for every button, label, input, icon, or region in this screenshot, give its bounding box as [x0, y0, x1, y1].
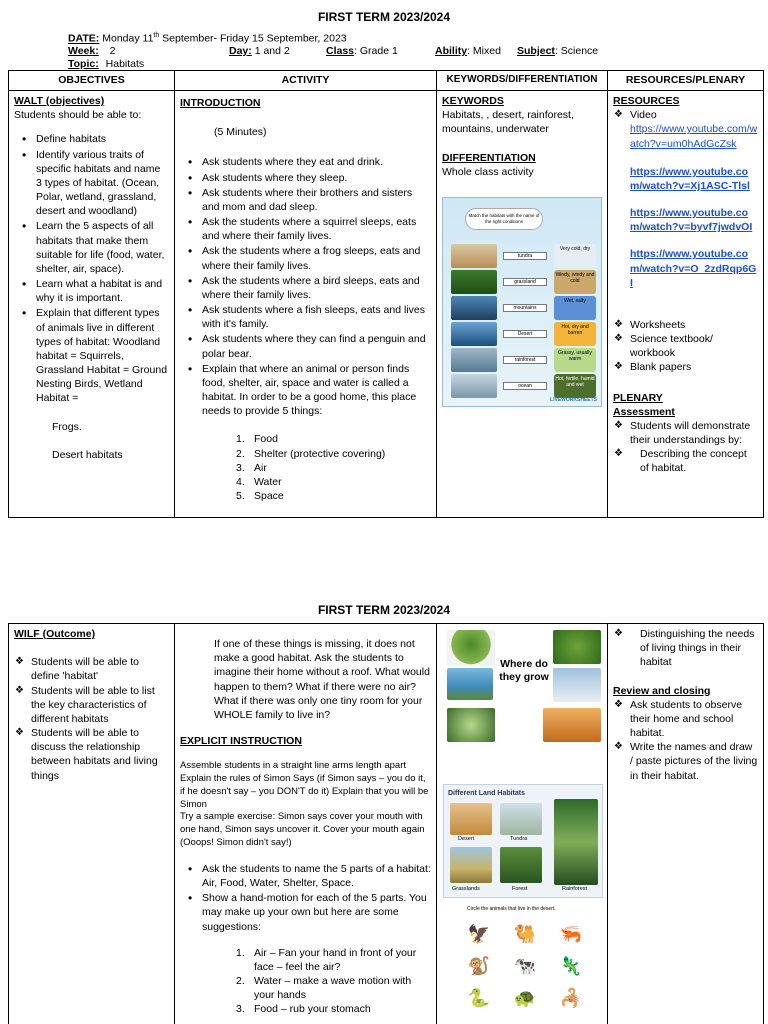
resources-heading: RESOURCES — [613, 95, 680, 107]
worksheet-label: ocean — [503, 382, 547, 390]
habitat-needs-list — [180, 432, 431, 503]
video-link-1[interactable]: https://www.youtube.com/watch?v=um0hAdGcZsk — [630, 123, 758, 150]
frogs-text: Frogs. — [52, 420, 82, 433]
scorpion-icon: 🦂 — [559, 987, 583, 1008]
worksheet-row — [451, 244, 597, 268]
list-text: Water — [254, 475, 282, 488]
desert-animals-image — [445, 915, 605, 1024]
video-link-4[interactable]: https://www.youtube.com/watch?v=O_2zdRqp6GI — [630, 248, 757, 289]
resources-video-list — [613, 108, 758, 151]
worksheet-row — [451, 296, 597, 320]
date-sup: th — [153, 32, 160, 39]
circle-animals-text: Circle the animals that live in the desert. — [467, 906, 556, 912]
list-number: 1. — [236, 433, 245, 446]
activity-list — [180, 862, 431, 934]
monkey-icon: 🐒 — [467, 955, 491, 976]
list-item: • Ask students where they sleep. — [180, 171, 431, 185]
vulture-icon: 🦅 — [467, 923, 491, 944]
desert-photo — [450, 803, 492, 835]
explicit-instruction-heading: EXPLICIT INSTRUCTION — [180, 735, 302, 748]
walt-heading: WALT (objectives) — [14, 95, 105, 107]
instruction-line: Explain the rules of Simon Says (if Simon says – you do it, if he doesn't say – you DON'T do it) Explain that you will be Simon — [180, 773, 429, 810]
list-text: Food — [254, 433, 278, 446]
worksheet-row — [451, 322, 597, 346]
grassland-photo — [451, 270, 497, 294]
activity-cell — [175, 91, 437, 518]
header-resources: RESOURCES/PLENARY — [608, 71, 764, 91]
activity-cell — [175, 624, 437, 1024]
differentiation-text: Whole class activity — [442, 165, 534, 178]
worksheet-label: Desert — [503, 330, 547, 338]
wilf-list — [14, 655, 169, 783]
date-value: Monday 11 — [102, 32, 154, 45]
class-label: Class — [326, 45, 355, 57]
tree-photo — [447, 630, 495, 666]
video-link-3[interactable]: https://www.youtube.com/watch?v=byvf7jwdvOI — [630, 207, 753, 234]
activity-paragraph: If one of these things is missing, it does not make a good habitat. Ask the students to imagine their home without a roof. What would happen to them? What if there were no air? What if there was only one tiny room for your WHOLE family to live in? — [214, 638, 430, 721]
list-item — [236, 461, 431, 475]
introduction-heading: INTRODUCTION — [180, 97, 261, 109]
list-number: 5. — [236, 490, 245, 503]
list-item — [236, 489, 431, 503]
mountains-photo — [451, 296, 497, 320]
resources-list — [613, 318, 758, 375]
header-keywords: KEYWORDS/DIFFERENTIATION — [437, 71, 608, 91]
video-link-2[interactable]: https://www.youtube.com/watch?v=Xj1ASC-Tlsl — [630, 165, 750, 192]
wilf-cell — [9, 624, 175, 1024]
list-text: Space — [254, 490, 284, 503]
date-label: DATE: — [68, 32, 100, 45]
list-item: • Explain that where an animal or person finds food, shelter, air, space and water is called a habitat. In order to be a good home, this place needs to provide 5 things: — [180, 362, 431, 419]
seahorse-icon: 🦐 — [559, 923, 583, 944]
list-item: • Ask the students where a squirrel sleeps, eats and where their family lives. — [180, 215, 431, 243]
chameleon-icon: 🦎 — [559, 955, 583, 976]
day-field — [229, 44, 290, 58]
worksheet-row — [451, 374, 597, 398]
page-title: FIRST TERM 2023/2024 — [317, 10, 451, 24]
list-item: • Ask students where they eat and drink. — [180, 155, 431, 169]
table-body-row — [9, 91, 764, 518]
resources-list — [613, 627, 758, 670]
list-number: 4. — [236, 475, 245, 488]
differentiation-heading: DIFFERENTIATION — [442, 151, 536, 164]
review-list — [613, 698, 758, 783]
worksheet-condition: Grassy, usually warm — [554, 348, 596, 372]
list-item: ❖ Students will be able to list the key characteristics of different habitats — [14, 684, 169, 727]
lesson-table-1 — [8, 70, 764, 518]
instruction-line: Assemble students in a straight line arms length apart — [180, 760, 407, 772]
wilf-heading: WILF (Outcome) — [14, 628, 96, 640]
tundra-photo — [451, 244, 497, 268]
list-item: ❖ Science textbook/ workbook — [613, 332, 758, 360]
instruction-line: Try a sample exercise: Simon says cover your mouth with one hand, Simon says uncover it. Cover your mouth again (Ooops! Simon didn't say!) — [180, 811, 425, 849]
snake-icon: 🐍 — [467, 987, 491, 1008]
resources-cell — [608, 91, 764, 518]
list-item: • Ask the students where a frog sleeps, eats and where their family lives. — [180, 244, 431, 272]
duration-text: (5 Minutes) — [214, 126, 267, 139]
snow-tree-photo — [553, 668, 601, 702]
page-title: FIRST TERM 2023/2024 — [317, 603, 451, 617]
instruction-cloud: Match the habitats with the name of the right conditions — [465, 208, 543, 230]
subject-field — [517, 44, 598, 58]
list-item: • Ask the students to name the 5 parts of a habitat: Air, Food, Water, Shelter, Space. — [180, 862, 431, 890]
topic-value: Habitats — [105, 58, 145, 70]
land-label: Forest — [512, 886, 528, 892]
worksheet-label: tundra — [503, 252, 547, 260]
video-links-group — [613, 165, 758, 290]
list-item: ❖ Students will be able to discuss the relationship between habitats and living things — [14, 726, 169, 783]
worksheet-condition: Hot, fertile, humid and wet — [554, 374, 596, 398]
worksheet-row — [451, 270, 597, 294]
desert-photo — [451, 322, 497, 346]
list-item: ❖ Write the names and draw / paste pictures of the living in their habitat. — [613, 740, 758, 783]
worksheet-condition: Wet, salty — [554, 296, 596, 320]
date-rest: September- Friday 15 September, 2023 — [159, 32, 347, 45]
turtle-icon: 🐢 — [513, 987, 537, 1008]
where-grow-text: Where do they grow — [499, 658, 549, 683]
list-number: 1. — [236, 946, 245, 959]
plenary-heading: PLENARY — [613, 391, 663, 404]
ability-field — [435, 44, 501, 58]
list-text: Air – Fan your hand in front of your face – feel the air? — [254, 946, 417, 973]
rainforest-photo — [554, 799, 598, 885]
class-value: : Grade 1 — [354, 45, 398, 57]
camel-icon: 🐫 — [513, 923, 537, 944]
land-label: Grasslands — [452, 886, 480, 892]
list-item — [236, 974, 431, 1002]
list-item — [236, 447, 431, 461]
assessment-heading: Assessment — [613, 405, 675, 418]
activity-list — [180, 155, 431, 418]
worksheet-condition: Very cold, dry — [554, 244, 596, 268]
land-label: Rainforest — [562, 886, 588, 892]
list-item: ❖ Describing the concept of habitat. — [613, 447, 758, 475]
keywords-heading: KEYWORDS — [442, 95, 504, 107]
desert-text: Desert habitats — [52, 448, 123, 461]
subject-value: : Science — [554, 45, 599, 57]
habitat-matching-worksheet-image — [442, 197, 602, 407]
ocean-photo — [451, 374, 497, 398]
objectives-intro: Students should be able to: — [14, 109, 142, 122]
list-item: ❖ Blank papers — [613, 360, 758, 374]
list-text: Air — [254, 461, 267, 474]
ability-value: : Mixed — [467, 45, 501, 57]
list-number: 2. — [236, 975, 245, 988]
desert-tree-photo — [543, 708, 601, 742]
lesson-table-2 — [8, 623, 764, 1024]
table-header-row — [9, 71, 764, 91]
list-text: Water – make a wave motion with your hands — [254, 975, 412, 1002]
island-photo — [447, 668, 493, 700]
worksheet-label: mountains — [503, 304, 547, 312]
grasslands-photo — [450, 847, 492, 883]
list-item: • Ask students where a fish sleeps, eats and lives with it's family. — [180, 303, 431, 331]
topic-label: Topic: — [68, 58, 99, 70]
land-label: Tundra — [510, 836, 528, 842]
worksheet-condition: Windy, windy and cold — [554, 270, 596, 294]
list-item — [236, 946, 431, 974]
video-label: Video — [630, 109, 657, 122]
table-body-row — [9, 624, 764, 1024]
list-item: ❖ Students will demonstrate their understandings by: — [613, 419, 758, 447]
list-item: ❖ Students will be able to define 'habitat' — [14, 655, 169, 683]
cow-icon: 🐄 — [513, 955, 537, 976]
leaves-photo — [553, 630, 601, 664]
list-item: ❖ Distinguishing the needs of living things in their habitat — [613, 627, 758, 670]
list-item: • Explain that different types of animals live in different types of habitat: Woodland habitat = Squirrels, Grassland Habitat = Ground Nesting Birds, Wetland Habitat = — [14, 306, 169, 405]
worksheet-label: grassland — [503, 278, 547, 286]
day-value: 1 and 2 — [254, 45, 290, 57]
list-item: ❖ Ask students to observe their home and school habitat. — [613, 698, 758, 741]
worksheet-label: rainforest — [503, 356, 547, 364]
list-text: Food – rub your stomach — [254, 1003, 371, 1016]
list-item: • Learn what a habitat is and why it is important. — [14, 277, 169, 305]
list-item: • Ask students where they can find a penguin and polar bear. — [180, 332, 431, 360]
list-number: 2. — [236, 447, 245, 460]
list-item — [236, 432, 431, 446]
objectives-cell — [9, 91, 175, 518]
header-activity: ACTIVITY — [175, 71, 437, 91]
liveworksheets-logo: LIVEWORKSHEETS — [550, 397, 597, 404]
hand-motion-list — [180, 946, 431, 1017]
list-item — [236, 1002, 431, 1016]
land-label: Desert — [458, 836, 475, 842]
keywords-text: Habitats, , desert, rainforest, mountains, underwater — [442, 109, 574, 136]
review-closing-heading: Review and closing — [613, 684, 711, 697]
land-habitats-image — [443, 784, 603, 898]
list-item: • Ask students where their brothers and sisters and mom and dad sleep. — [180, 186, 431, 214]
forest-photo — [500, 847, 542, 883]
ability-label: Ability — [435, 45, 468, 57]
list-item — [613, 108, 758, 151]
tundra-photo — [500, 803, 542, 835]
list-item: • Define habitats — [14, 132, 169, 146]
subject-label: Subject — [517, 45, 555, 57]
class-field — [326, 44, 398, 58]
rainforest-photo — [451, 348, 497, 372]
assessment-list — [613, 419, 758, 476]
list-item — [236, 475, 431, 489]
lesson-plan-page-2 — [0, 596, 768, 1024]
list-number: 3. — [236, 1003, 245, 1016]
list-item: • Show a hand-motion for each of the 5 parts. You may make up your own but here are some suggestions: — [180, 891, 431, 934]
objectives-list — [14, 132, 169, 405]
week-value: 2 — [109, 45, 116, 57]
list-item: • Ask the students where a bird sleeps, eats and where their family lives. — [180, 274, 431, 302]
images-cell — [437, 624, 608, 1024]
land-habitats-title: Different Land Habitats — [448, 790, 526, 797]
list-item: ❖ Worksheets — [613, 318, 758, 332]
list-item: • Learn the 5 aspects of all habitats that make them suitable for life (food, water, shelter, air, space). — [14, 219, 169, 276]
worksheet-row — [451, 348, 597, 372]
list-number: 3. — [236, 461, 245, 474]
resources-cell — [608, 624, 764, 1024]
list-item: • Identify various traits of specific habitats and name 3 types of habitat. (Ocean, Polar, wetland, grassland, desert and woodland) — [14, 148, 169, 219]
day-label: Day: — [229, 45, 252, 57]
header-objectives: OBJECTIVES — [9, 71, 175, 91]
week-label: Week: — [68, 45, 99, 57]
list-text: Shelter (protective covering) — [254, 447, 386, 460]
keywords-cell — [437, 91, 608, 518]
pond-photo — [447, 708, 495, 742]
worksheet-condition: Hot, dry and barren — [554, 322, 596, 346]
where-do-they-grow-image — [445, 628, 605, 748]
